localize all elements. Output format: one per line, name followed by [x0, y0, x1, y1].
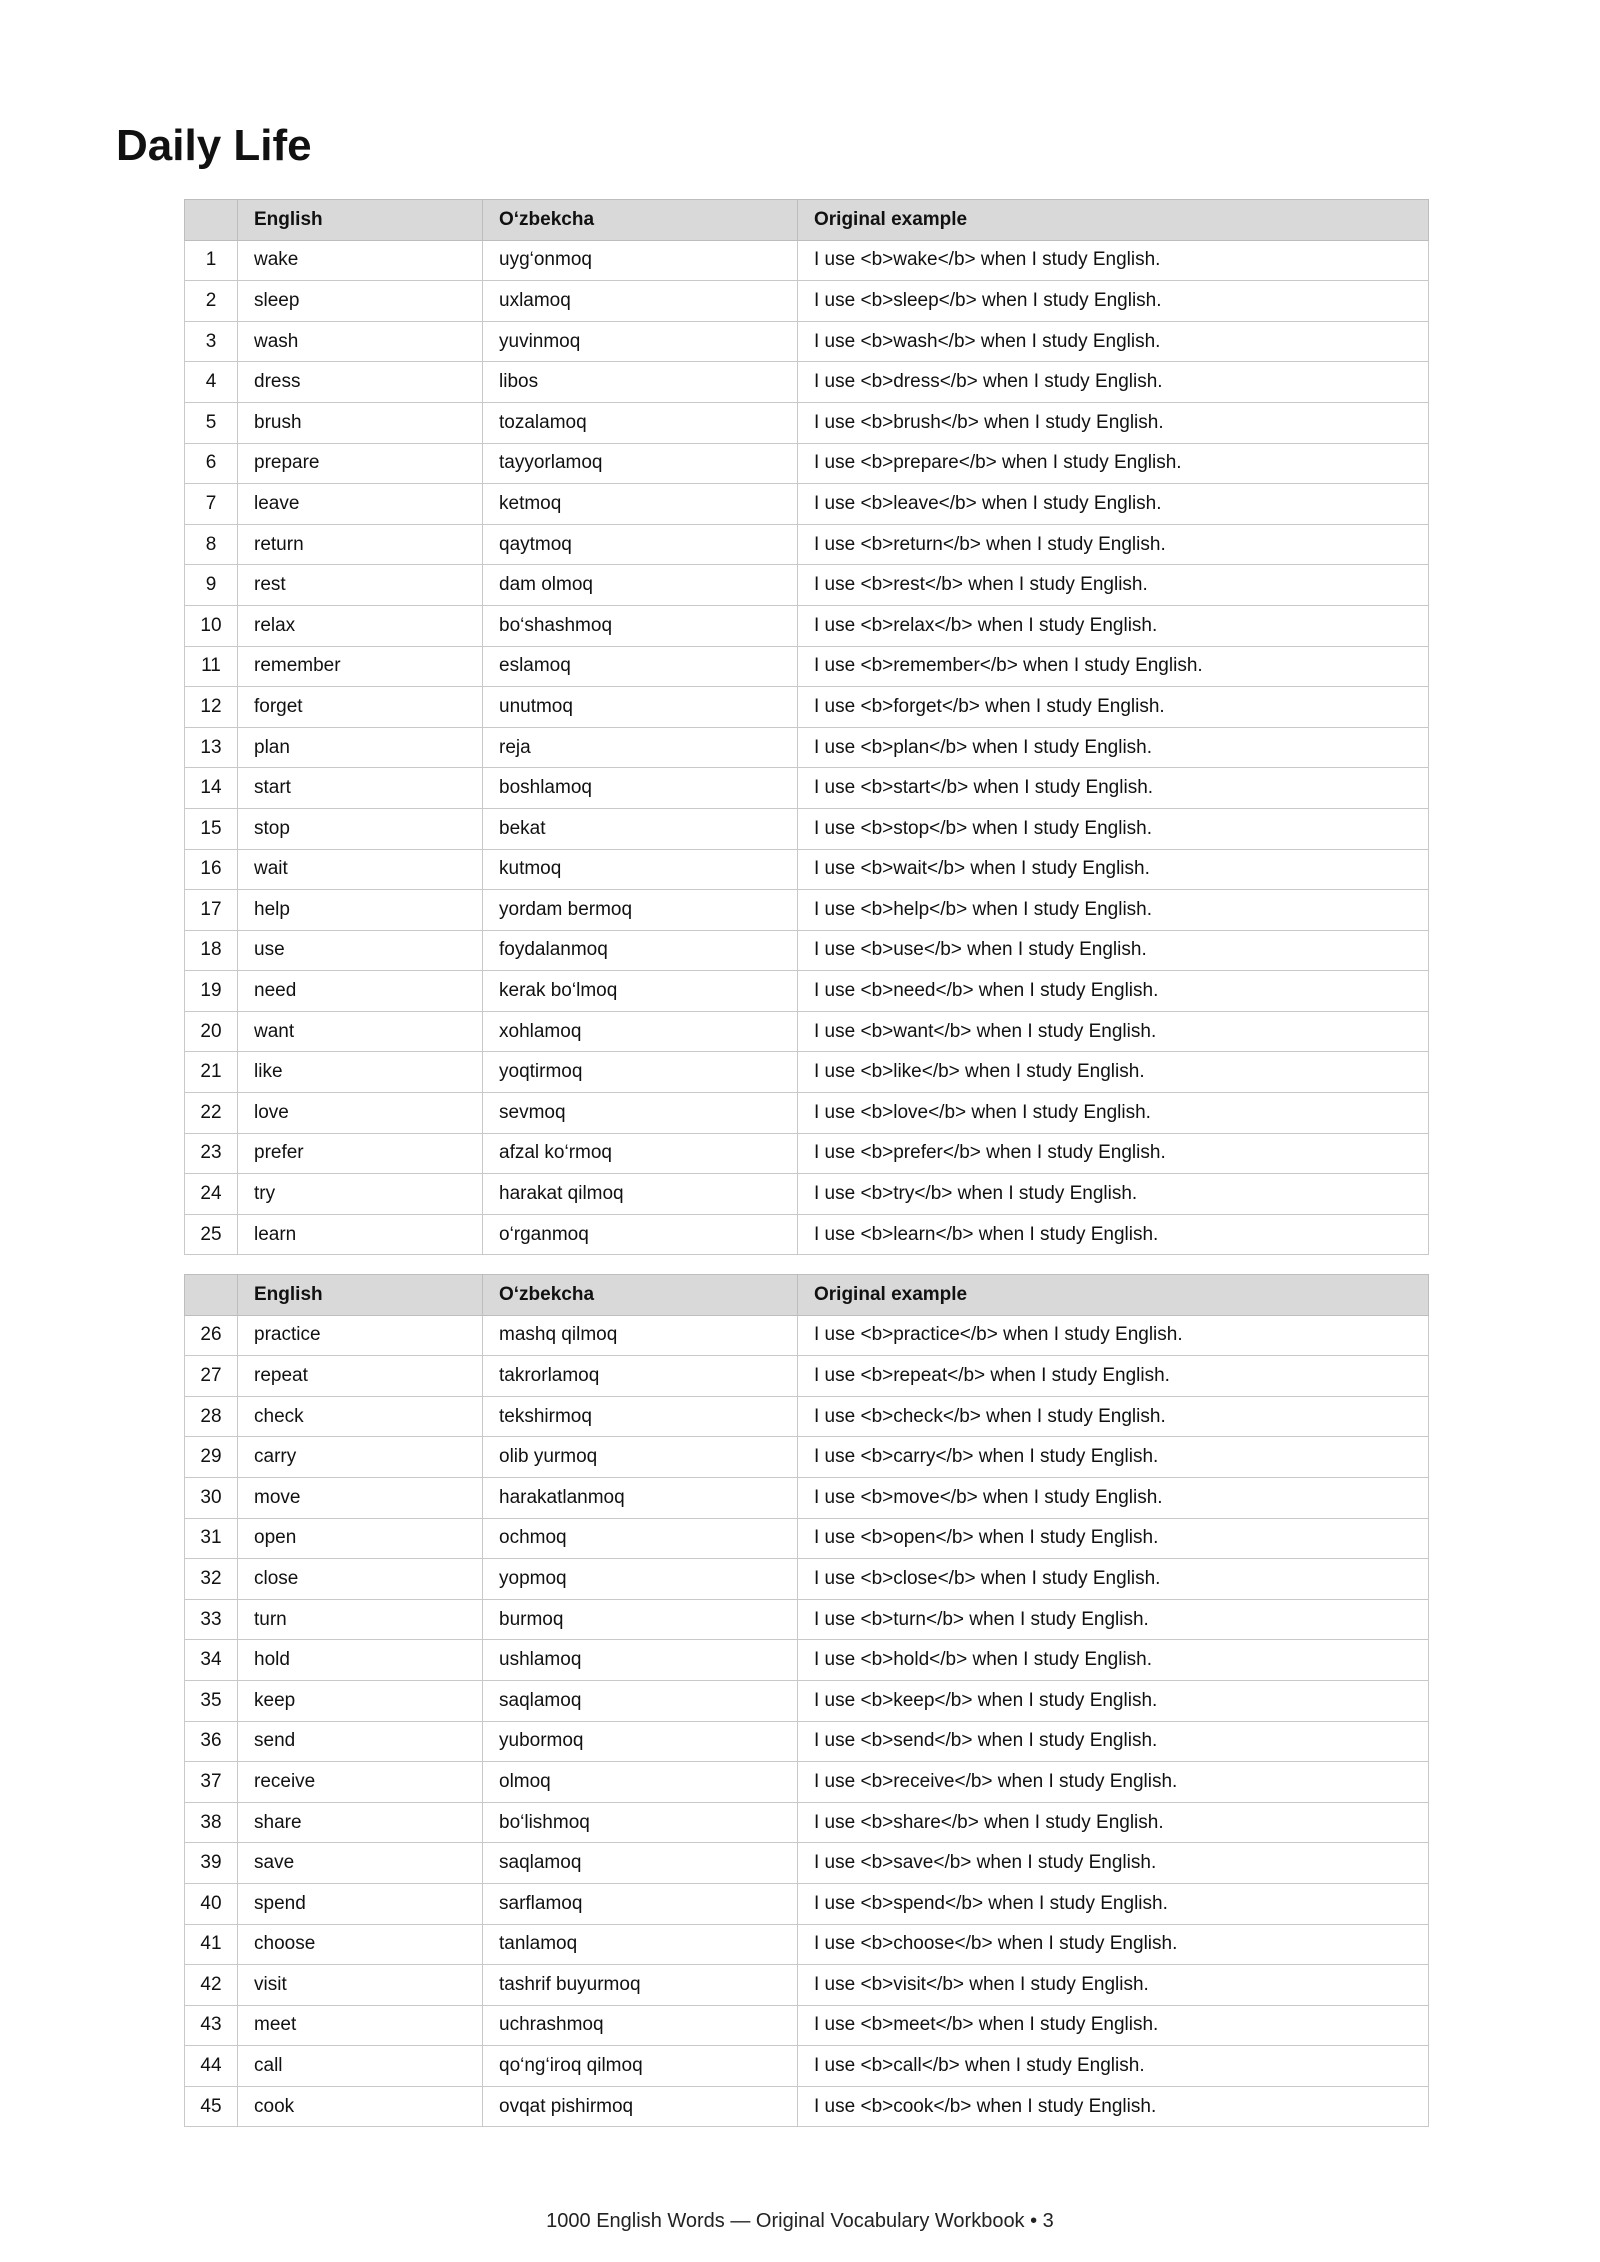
uzbek-translation: ketmoq: [483, 484, 798, 525]
english-word: help: [238, 890, 483, 931]
row-number: 12: [185, 687, 238, 728]
example-sentence: I use <b>send</b> when I study English.: [798, 1721, 1429, 1762]
uzbek-translation: yubormoq: [483, 1721, 798, 1762]
uzbek-translation: yopmoq: [483, 1559, 798, 1600]
row-number: 13: [185, 727, 238, 768]
example-sentence: I use <b>plan</b> when I study English.: [798, 727, 1429, 768]
english-word: visit: [238, 1965, 483, 2006]
uzbek-translation: uchrashmoq: [483, 2005, 798, 2046]
row-number: 5: [185, 402, 238, 443]
uzbek-translation: tayyorlamoq: [483, 443, 798, 484]
english-word: use: [238, 930, 483, 971]
table-row: [185, 1518, 1429, 1559]
page-footer: 1000 English Words — Original Vocabulary Workbook • 3: [546, 2210, 1054, 2232]
english-word: stop: [238, 808, 483, 849]
english-word: wash: [238, 321, 483, 362]
english-word: try: [238, 1174, 483, 1215]
uzbek-translation: tozalamoq: [483, 402, 798, 443]
example-sentence: I use <b>cook</b> when I study English.: [798, 2086, 1429, 2127]
uzbek-translation: tanlamoq: [483, 1924, 798, 1965]
row-number: 37: [185, 1762, 238, 1803]
example-sentence: I use <b>stop</b> when I study English.: [798, 808, 1429, 849]
english-word: like: [238, 1052, 483, 1093]
uzbek-translation: uxlamoq: [483, 281, 798, 322]
uzbek-translation: qaytmoq: [483, 524, 798, 565]
english-word: prepare: [238, 443, 483, 484]
english-word: love: [238, 1093, 483, 1134]
example-sentence: I use <b>repeat</b> when I study English.: [798, 1356, 1429, 1397]
row-number: 10: [185, 605, 238, 646]
table-row: [185, 1559, 1429, 1600]
table-row: [185, 1843, 1429, 1884]
uzbek-translation: sevmoq: [483, 1093, 798, 1134]
example-sentence: I use <b>spend</b> when I study English.: [798, 1883, 1429, 1924]
table-row: [185, 768, 1429, 809]
uzbek-translation: eslamoq: [483, 646, 798, 687]
row-number: 17: [185, 890, 238, 931]
table-row: [185, 687, 1429, 728]
english-word: rest: [238, 565, 483, 606]
example-sentence: I use <b>return</b> when I study English.: [798, 524, 1429, 565]
uzbek-translation: bo‘shashmoq: [483, 605, 798, 646]
row-number: 25: [185, 1214, 238, 1255]
table-row: [185, 1093, 1429, 1134]
uzbek-translation: tekshirmoq: [483, 1396, 798, 1437]
example-sentence: I use <b>turn</b> when I study English.: [798, 1599, 1429, 1640]
uzbek-translation: qo‘ng‘iroq qilmoq: [483, 2046, 798, 2087]
table-row: [185, 240, 1429, 281]
example-sentence: I use <b>prefer</b> when I study English.: [798, 1133, 1429, 1174]
english-word: brush: [238, 402, 483, 443]
english-word: open: [238, 1518, 483, 1559]
row-number: 44: [185, 2046, 238, 2087]
table-row: [185, 524, 1429, 565]
table-row: [185, 402, 1429, 443]
row-number: 4: [185, 362, 238, 403]
example-sentence: I use <b>call</b> when I study English.: [798, 2046, 1429, 2087]
table-row: [185, 1437, 1429, 1478]
english-word: wait: [238, 849, 483, 890]
row-number: 14: [185, 768, 238, 809]
table-row: [185, 890, 1429, 931]
example-sentence: I use <b>save</b> when I study English.: [798, 1843, 1429, 1884]
english-word: share: [238, 1802, 483, 1843]
example-sentence: I use <b>leave</b> when I study English.: [798, 484, 1429, 525]
row-number: 24: [185, 1174, 238, 1215]
example-sentence: I use <b>dress</b> when I study English.: [798, 362, 1429, 403]
english-word: want: [238, 1011, 483, 1052]
uzbek-translation: boshlamoq: [483, 768, 798, 809]
example-sentence: I use <b>brush</b> when I study English.: [798, 402, 1429, 443]
example-sentence: I use <b>use</b> when I study English.: [798, 930, 1429, 971]
english-word: save: [238, 1843, 483, 1884]
example-sentence: I use <b>keep</b> when I study English.: [798, 1680, 1429, 1721]
table-row: [185, 1214, 1429, 1255]
uzbek-translation: burmoq: [483, 1599, 798, 1640]
table-row: [185, 1599, 1429, 1640]
uzbek-translation: mashq qilmoq: [483, 1315, 798, 1356]
uzbek-translation: foydalanmoq: [483, 930, 798, 971]
row-number: 3: [185, 321, 238, 362]
table-row: [185, 281, 1429, 322]
table-row: [185, 849, 1429, 890]
uzbek-translation: harakatlanmoq: [483, 1477, 798, 1518]
uzbek-translation: kerak bo‘lmoq: [483, 971, 798, 1012]
example-sentence: I use <b>hold</b> when I study English.: [798, 1640, 1429, 1681]
table-row: [185, 1883, 1429, 1924]
table-row: [185, 1965, 1429, 2006]
example-sentence: I use <b>forget</b> when I study English.: [798, 687, 1429, 728]
example-sentence: I use <b>practice</b> when I study English.: [798, 1315, 1429, 1356]
example-sentence: I use <b>share</b> when I study English.: [798, 1802, 1429, 1843]
english-word: dress: [238, 362, 483, 403]
english-word: cook: [238, 2086, 483, 2127]
english-word: practice: [238, 1315, 483, 1356]
uzbek-translation: ovqat pishirmoq: [483, 2086, 798, 2127]
example-sentence: I use <b>want</b> when I study English.: [798, 1011, 1429, 1052]
row-number: 36: [185, 1721, 238, 1762]
table-row: [185, 1052, 1429, 1093]
table-row: [185, 2005, 1429, 2046]
example-sentence: I use <b>sleep</b> when I study English.: [798, 281, 1429, 322]
uzbek-translation: uyg‘onmoq: [483, 240, 798, 281]
table-row: [185, 1640, 1429, 1681]
english-word: spend: [238, 1883, 483, 1924]
table-row: [185, 1762, 1429, 1803]
header-example: Original example: [798, 200, 1429, 241]
table-row: [185, 362, 1429, 403]
table-row: [185, 1924, 1429, 1965]
english-word: prefer: [238, 1133, 483, 1174]
example-sentence: I use <b>learn</b> when I study English.: [798, 1214, 1429, 1255]
row-number: 39: [185, 1843, 238, 1884]
example-sentence: I use <b>start</b> when I study English.: [798, 768, 1429, 809]
table-row: [185, 1011, 1429, 1052]
table-header-row: [185, 1275, 1429, 1316]
english-word: keep: [238, 1680, 483, 1721]
english-word: start: [238, 768, 483, 809]
table-row: [185, 484, 1429, 525]
example-sentence: I use <b>relax</b> when I study English.: [798, 605, 1429, 646]
row-number: 21: [185, 1052, 238, 1093]
example-sentence: I use <b>need</b> when I study English.: [798, 971, 1429, 1012]
row-number: 16: [185, 849, 238, 890]
row-number: 6: [185, 443, 238, 484]
english-word: call: [238, 2046, 483, 2087]
uzbek-translation: olib yurmoq: [483, 1437, 798, 1478]
example-sentence: I use <b>move</b> when I study English.: [798, 1477, 1429, 1518]
row-number: 34: [185, 1640, 238, 1681]
row-number: 27: [185, 1356, 238, 1397]
row-number: 28: [185, 1396, 238, 1437]
uzbek-translation: afzal ko‘rmoq: [483, 1133, 798, 1174]
english-word: receive: [238, 1762, 483, 1803]
uzbek-translation: unutmoq: [483, 687, 798, 728]
english-word: check: [238, 1396, 483, 1437]
english-word: return: [238, 524, 483, 565]
english-word: repeat: [238, 1356, 483, 1397]
row-number: 11: [185, 646, 238, 687]
english-word: need: [238, 971, 483, 1012]
table-row: [185, 1477, 1429, 1518]
row-number: 43: [185, 2005, 238, 2046]
table-row: [185, 2086, 1429, 2127]
english-word: relax: [238, 605, 483, 646]
row-number: 7: [185, 484, 238, 525]
table-row: [185, 808, 1429, 849]
table-row: [185, 727, 1429, 768]
uzbek-translation: o‘rganmoq: [483, 1214, 798, 1255]
row-number: 9: [185, 565, 238, 606]
example-sentence: I use <b>remember</b> when I study English.: [798, 646, 1429, 687]
example-sentence: I use <b>wash</b> when I study English.: [798, 321, 1429, 362]
english-word: meet: [238, 2005, 483, 2046]
uzbek-translation: harakat qilmoq: [483, 1174, 798, 1215]
example-sentence: I use <b>prepare</b> when I study English.: [798, 443, 1429, 484]
english-word: send: [238, 1721, 483, 1762]
example-sentence: I use <b>choose</b> when I study English.: [798, 1924, 1429, 1965]
uzbek-translation: olmoq: [483, 1762, 798, 1803]
english-word: choose: [238, 1924, 483, 1965]
row-number: 38: [185, 1802, 238, 1843]
uzbek-translation: takrorlamoq: [483, 1356, 798, 1397]
english-word: wake: [238, 240, 483, 281]
uzbek-translation: ushlamoq: [483, 1640, 798, 1681]
row-number: 8: [185, 524, 238, 565]
uzbek-translation: bekat: [483, 808, 798, 849]
uzbek-translation: ochmoq: [483, 1518, 798, 1559]
table-row: [185, 565, 1429, 606]
row-number: 23: [185, 1133, 238, 1174]
uzbek-translation: yuvinmoq: [483, 321, 798, 362]
english-word: forget: [238, 687, 483, 728]
table-row: [185, 930, 1429, 971]
example-sentence: I use <b>carry</b> when I study English.: [798, 1437, 1429, 1478]
vocab-table-2: [184, 1274, 1429, 2127]
example-sentence: I use <b>wait</b> when I study English.: [798, 849, 1429, 890]
row-number: 2: [185, 281, 238, 322]
table-row: [185, 646, 1429, 687]
row-number: 1: [185, 240, 238, 281]
header-english: English: [238, 1275, 483, 1316]
table-row: [185, 1133, 1429, 1174]
example-sentence: I use <b>try</b> when I study English.: [798, 1174, 1429, 1215]
uzbek-translation: sarflamoq: [483, 1883, 798, 1924]
uzbek-translation: saqlamoq: [483, 1680, 798, 1721]
row-number: 45: [185, 2086, 238, 2127]
example-sentence: I use <b>help</b> when I study English.: [798, 890, 1429, 931]
table-row: [185, 2046, 1429, 2087]
english-word: plan: [238, 727, 483, 768]
table-row: [185, 443, 1429, 484]
row-number: 26: [185, 1315, 238, 1356]
example-sentence: I use <b>rest</b> when I study English.: [798, 565, 1429, 606]
english-word: move: [238, 1477, 483, 1518]
english-word: close: [238, 1559, 483, 1600]
table-row: [185, 1396, 1429, 1437]
example-sentence: I use <b>receive</b> when I study English.: [798, 1762, 1429, 1803]
uzbek-translation: tashrif buyurmoq: [483, 1965, 798, 2006]
table-row: [185, 971, 1429, 1012]
header-uzbek: O‘zbekcha: [483, 1275, 798, 1316]
row-number: 19: [185, 971, 238, 1012]
table-row: [185, 1721, 1429, 1762]
row-number: 22: [185, 1093, 238, 1134]
uzbek-translation: saqlamoq: [483, 1843, 798, 1884]
english-word: turn: [238, 1599, 483, 1640]
english-word: remember: [238, 646, 483, 687]
table-header-row: [185, 200, 1429, 241]
row-number: 41: [185, 1924, 238, 1965]
row-number: 40: [185, 1883, 238, 1924]
row-number: 18: [185, 930, 238, 971]
example-sentence: I use <b>visit</b> when I study English.: [798, 1965, 1429, 2006]
row-number: 31: [185, 1518, 238, 1559]
row-number: 33: [185, 1599, 238, 1640]
english-word: leave: [238, 484, 483, 525]
row-number: 42: [185, 1965, 238, 2006]
row-number: 29: [185, 1437, 238, 1478]
uzbek-translation: yoqtirmoq: [483, 1052, 798, 1093]
page-title: Daily Life: [116, 121, 312, 170]
header-example: Original example: [798, 1275, 1429, 1316]
header-number: [185, 200, 238, 241]
example-sentence: I use <b>love</b> when I study English.: [798, 1093, 1429, 1134]
uzbek-translation: dam olmoq: [483, 565, 798, 606]
english-word: carry: [238, 1437, 483, 1478]
table-row: [185, 1802, 1429, 1843]
uzbek-translation: libos: [483, 362, 798, 403]
header-english: English: [238, 200, 483, 241]
row-number: 35: [185, 1680, 238, 1721]
english-word: learn: [238, 1214, 483, 1255]
uzbek-translation: bo‘lishmoq: [483, 1802, 798, 1843]
uzbek-translation: kutmoq: [483, 849, 798, 890]
header-number: [185, 1275, 238, 1316]
row-number: 15: [185, 808, 238, 849]
vocab-table-1: [184, 199, 1429, 1255]
example-sentence: I use <b>like</b> when I study English.: [798, 1052, 1429, 1093]
example-sentence: I use <b>open</b> when I study English.: [798, 1518, 1429, 1559]
example-sentence: I use <b>wake</b> when I study English.: [798, 240, 1429, 281]
example-sentence: I use <b>meet</b> when I study English.: [798, 2005, 1429, 2046]
header-uzbek: O‘zbekcha: [483, 200, 798, 241]
uzbek-translation: xohlamoq: [483, 1011, 798, 1052]
uzbek-translation: yordam bermoq: [483, 890, 798, 931]
table-row: [185, 1315, 1429, 1356]
row-number: 20: [185, 1011, 238, 1052]
example-sentence: I use <b>check</b> when I study English.: [798, 1396, 1429, 1437]
table-row: [185, 321, 1429, 362]
table-row: [185, 1680, 1429, 1721]
example-sentence: I use <b>close</b> when I study English.: [798, 1559, 1429, 1600]
row-number: 30: [185, 1477, 238, 1518]
table-row: [185, 1356, 1429, 1397]
uzbek-translation: reja: [483, 727, 798, 768]
english-word: sleep: [238, 281, 483, 322]
row-number: 32: [185, 1559, 238, 1600]
table-row: [185, 605, 1429, 646]
english-word: hold: [238, 1640, 483, 1681]
table-row: [185, 1174, 1429, 1215]
